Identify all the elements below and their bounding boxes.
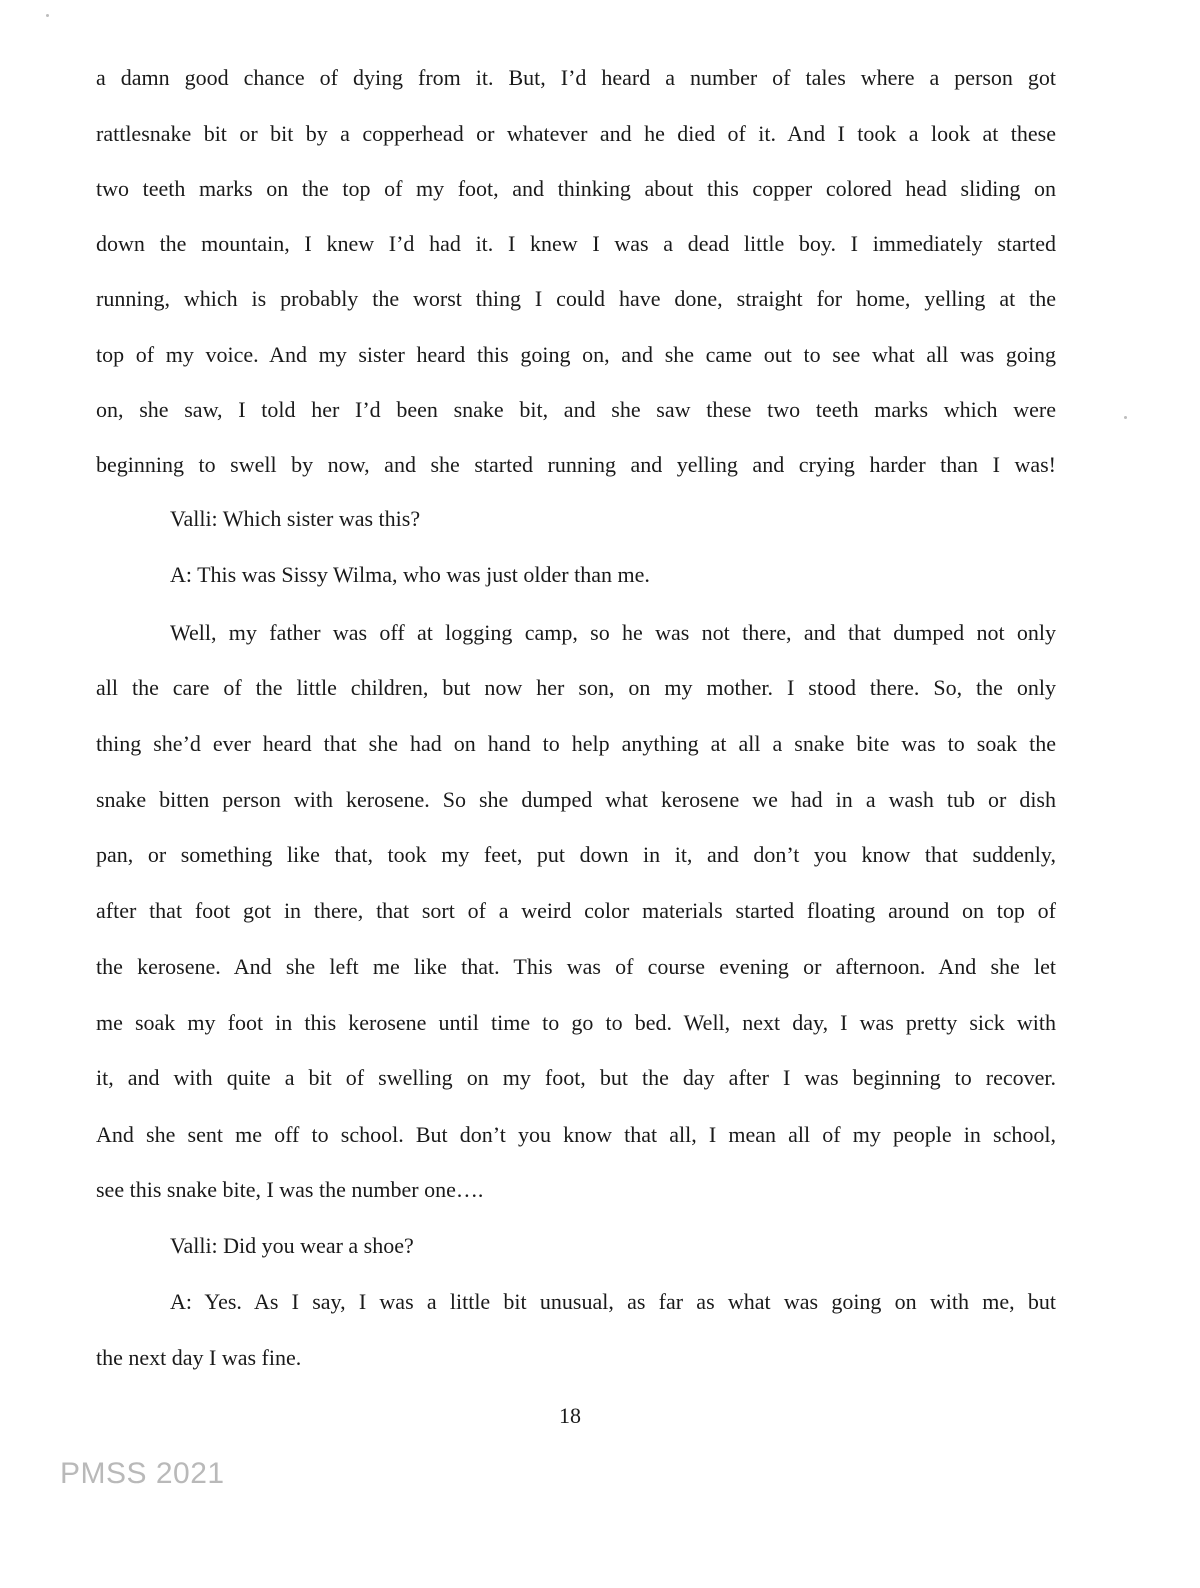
- text-line: see this snake bite, I was the number one….: [96, 1177, 484, 1202]
- dialogue-question: Valli: Did you wear a shoe?: [170, 1233, 414, 1258]
- text-line: the next day I was fine.: [96, 1345, 302, 1370]
- text-line: all the care of the little children, but now her son, on my mother. I stood there. So, the only: [96, 675, 1056, 700]
- dialogue-question: Valli: Which sister was this?: [170, 506, 421, 531]
- scan-speck: [46, 14, 49, 17]
- text-line: snake bitten person with kerosene. So she dumped what kerosene we had in a wash tub or dish: [96, 787, 1056, 812]
- text-line: two teeth marks on the top of my foot, and thinking about this copper colored head sliding on: [96, 176, 1056, 201]
- text-line: down the mountain, I knew I’d had it. I knew I was a dead little boy. I immediately started: [96, 231, 1056, 256]
- text-line: it, and with quite a bit of swelling on my foot, but the day after I was beginning to recover.: [96, 1065, 1056, 1090]
- dialogue-answer: A: Yes. As I say, I was a little bit unusual, as far as what was going on with me, but: [170, 1289, 1056, 1314]
- text-line: top of my voice. And my sister heard this going on, and she came out to see what all was going: [96, 342, 1056, 367]
- text-line: on, she saw, I told her I’d been snake bit, and she saw these two teeth marks which were: [96, 397, 1056, 422]
- text-line: thing she’d ever heard that she had on hand to help anything at all a snake bite was to soak the: [96, 731, 1056, 756]
- text-line: running, which is probably the worst thing I could have done, straight for home, yelling at the: [96, 286, 1056, 311]
- text-line: a damn good chance of dying from it. But, I’d heard a number of tales where a person got: [96, 65, 1056, 90]
- text-line: the kerosene. And she left me like that. This was of course evening or afternoon. And she let: [96, 954, 1056, 979]
- paragraph-first-line: Well, my father was off at logging camp, so he was not there, and that dumped not only: [170, 620, 1056, 645]
- dialogue-answer: A: This was Sissy Wilma, who was just older than me.: [170, 562, 650, 587]
- watermark: PMSS 2021: [60, 1457, 225, 1490]
- text-line: rattlesnake bit or bit by a copperhead or whatever and he died of it. And I took a look at these: [96, 121, 1056, 146]
- text-line: after that foot got in there, that sort of a weird color materials started floating around on top of: [96, 898, 1056, 923]
- text-line: beginning to swell by now, and she started running and yelling and crying harder than I was!: [96, 452, 1056, 477]
- scan-speck: [1124, 416, 1127, 419]
- text-line: me soak my foot in this kerosene until time to go to bed. Well, next day, I was pretty sick with: [96, 1010, 1056, 1035]
- text-line: And she sent me off to school. But don’t you know that all, I mean all of my people in school,: [96, 1122, 1056, 1147]
- text-line: pan, or something like that, took my feet, put down in it, and don’t you know that suddenly,: [96, 842, 1056, 867]
- page-number: 18: [559, 1403, 581, 1428]
